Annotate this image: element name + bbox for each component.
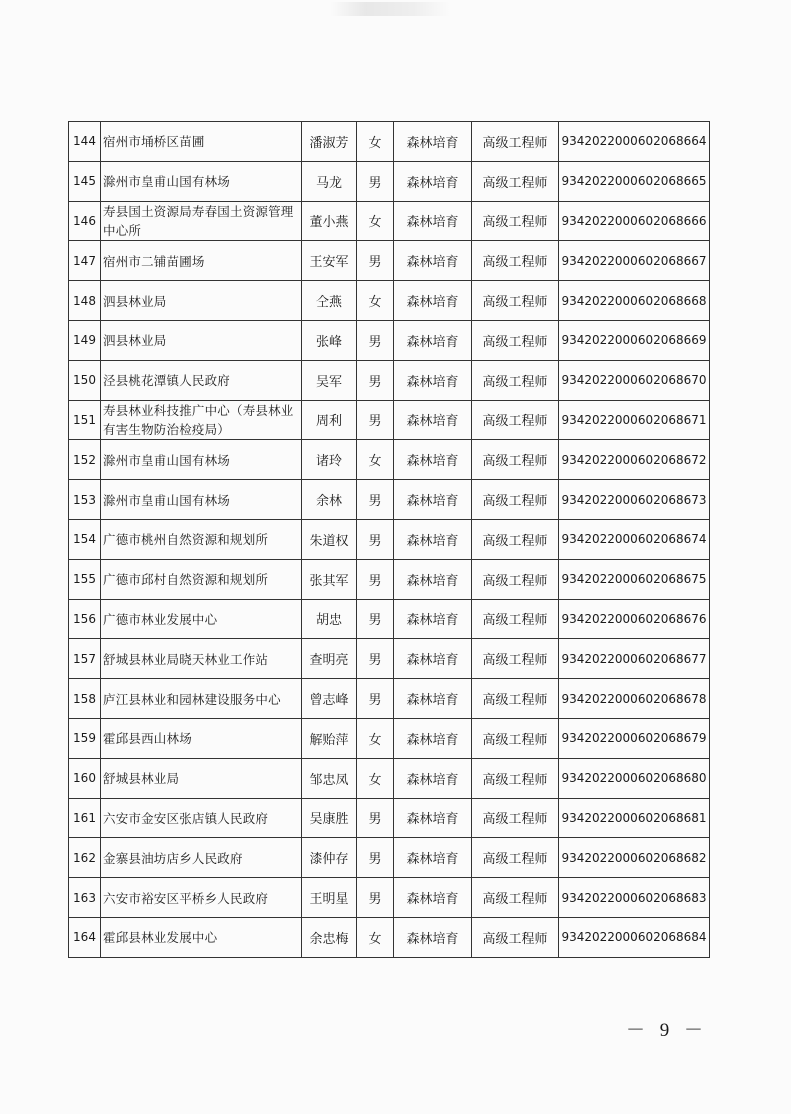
work-unit-cell: 滁州市皇甫山国有林场: [101, 161, 302, 201]
person-name-cell: 仝燕: [302, 281, 357, 321]
professional-title-cell: 高级工程师: [472, 201, 559, 241]
row-number-cell: 162: [69, 838, 101, 878]
gender-cell: 男: [357, 480, 394, 520]
specialty-cell: 森林培育: [394, 122, 472, 162]
gender-cell: 男: [357, 161, 394, 201]
person-name-cell: 董小燕: [302, 201, 357, 241]
page-number: － 9 －: [626, 1020, 709, 1041]
person-name-cell: 诸玲: [302, 440, 357, 480]
professional-title-cell: 高级工程师: [472, 480, 559, 520]
certificate-number-cell: 934202200060206867​5: [559, 559, 710, 599]
specialty-cell: 森林培育: [394, 320, 472, 360]
certificate-number-cell: 934202200060206867​2: [559, 440, 710, 480]
gender-cell: 男: [357, 400, 394, 440]
work-unit-cell: 泾县桃花潭镇人民政府: [101, 360, 302, 400]
professional-title-cell: 高级工程师: [472, 320, 559, 360]
person-name-cell: 张峰: [302, 320, 357, 360]
work-unit-cell: 泗县林业局: [101, 320, 302, 360]
specialty-cell: 森林培育: [394, 480, 472, 520]
work-unit-cell: 滁州市皇甫山国有林场: [101, 440, 302, 480]
work-unit-cell: 广德市桃州自然资源和规划所: [101, 519, 302, 559]
specialty-cell: 森林培育: [394, 440, 472, 480]
certificate-number-cell: 934202200060206867​7: [559, 639, 710, 679]
work-unit-cell: 霍邱县西山林场: [101, 718, 302, 758]
person-name-cell: 周利: [302, 400, 357, 440]
professional-title-cell: 高级工程师: [472, 122, 559, 162]
professional-title-cell: 高级工程师: [472, 241, 559, 281]
certificate-number-cell: 934202200060206868​4: [559, 917, 710, 957]
row-number-cell: 145: [69, 161, 101, 201]
certificate-number-cell: 934202200060206866​6: [559, 201, 710, 241]
row-number-cell: 163: [69, 878, 101, 918]
row-number-cell: 158: [69, 679, 101, 719]
row-number-cell: 160: [69, 758, 101, 798]
table-row: [69, 440, 710, 480]
table-row: [69, 917, 710, 957]
work-unit-cell: 庐江县林业和园林建设服务中心: [101, 679, 302, 719]
person-name-cell: 吴军: [302, 360, 357, 400]
gender-cell: 男: [357, 559, 394, 599]
row-number-cell: 146: [69, 201, 101, 241]
specialty-cell: 森林培育: [394, 798, 472, 838]
certificate-number-cell: 93420220006020686​64: [559, 122, 710, 162]
table-row: [69, 798, 710, 838]
work-unit-cell: 金寨县油坊店乡人民政府: [101, 838, 302, 878]
person-name-cell: 胡忠: [302, 599, 357, 639]
certificate-number-cell: 934202200060206866​9: [559, 320, 710, 360]
table-row: [69, 320, 710, 360]
table-row: [69, 281, 710, 321]
work-unit-cell: 寿县林业科技推广中心（寿县林业有害生物防治检疫局）: [101, 400, 302, 440]
work-unit-cell: 广德市邱村自然资源和规划所: [101, 559, 302, 599]
gender-cell: 女: [357, 758, 394, 798]
certificate-number-cell: 934202200060206867​8: [559, 679, 710, 719]
row-number-cell: 149: [69, 320, 101, 360]
row-number-cell: 148: [69, 281, 101, 321]
person-name-cell: 余林: [302, 480, 357, 520]
specialty-cell: 森林培育: [394, 161, 472, 201]
professional-title-cell: 高级工程师: [472, 639, 559, 679]
gender-cell: 男: [357, 519, 394, 559]
person-name-cell: 朱道权: [302, 519, 357, 559]
specialty-cell: 森林培育: [394, 838, 472, 878]
person-name-cell: 余忠梅: [302, 917, 357, 957]
specialty-cell: 森林培育: [394, 639, 472, 679]
professional-title-cell: 高级工程师: [472, 559, 559, 599]
row-number-cell: 155: [69, 559, 101, 599]
gender-cell: 女: [357, 718, 394, 758]
professional-title-cell: 高级工程师: [472, 519, 559, 559]
professional-title-cell: 高级工程师: [472, 758, 559, 798]
specialty-cell: 森林培育: [394, 718, 472, 758]
table-row: [69, 639, 710, 679]
table-row: [69, 718, 710, 758]
gender-cell: 女: [357, 917, 394, 957]
person-name-cell: 曾志峰: [302, 679, 357, 719]
professional-title-cell: 高级工程师: [472, 798, 559, 838]
row-number-cell: 152: [69, 440, 101, 480]
work-unit-cell: 宿州市二铺苗圃场: [101, 241, 302, 281]
person-name-cell: 马龙: [302, 161, 357, 201]
personnel-table: [68, 121, 710, 958]
work-unit-cell: 宿州市埇桥区苗圃: [101, 122, 302, 162]
specialty-cell: 森林培育: [394, 758, 472, 798]
gender-cell: 女: [357, 281, 394, 321]
work-unit-cell: 舒城县林业局晓天林业工作站: [101, 639, 302, 679]
gender-cell: 女: [357, 122, 394, 162]
gender-cell: 女: [357, 201, 394, 241]
certificate-number-cell: 934202200060206866​5: [559, 161, 710, 201]
certificate-number-cell: 934202200060206867​4: [559, 519, 710, 559]
professional-title-cell: 高级工程师: [472, 400, 559, 440]
person-name-cell: 吴康胜: [302, 798, 357, 838]
table-row: [69, 519, 710, 559]
gender-cell: 男: [357, 360, 394, 400]
scan-artifact: [330, 2, 450, 16]
row-number-cell: 154: [69, 519, 101, 559]
professional-title-cell: 高级工程师: [472, 679, 559, 719]
certificate-number-cell: 934202200060206868​3: [559, 878, 710, 918]
row-number-cell: 151: [69, 400, 101, 440]
specialty-cell: 森林培育: [394, 400, 472, 440]
certificate-number-cell: 934202200060206867​0: [559, 360, 710, 400]
person-name-cell: 王安军: [302, 241, 357, 281]
person-name-cell: 查明亮: [302, 639, 357, 679]
professional-title-cell: 高级工程师: [472, 599, 559, 639]
work-unit-cell: 广德市林业发展中心: [101, 599, 302, 639]
person-name-cell: 邹忠凤: [302, 758, 357, 798]
work-unit-cell: 六安市金安区张店镇人民政府: [101, 798, 302, 838]
certificate-number-cell: 934202200060206866​8: [559, 281, 710, 321]
certificate-number-cell: 934202200060206868​2: [559, 838, 710, 878]
row-number-cell: 157: [69, 639, 101, 679]
certificate-number-cell: 934202200060206868​1: [559, 798, 710, 838]
specialty-cell: 森林培育: [394, 519, 472, 559]
row-number-cell: 161: [69, 798, 101, 838]
table-row: [69, 122, 710, 162]
gender-cell: 男: [357, 320, 394, 360]
certificate-number-cell: 934202200060206868​0: [559, 758, 710, 798]
table-row: [69, 241, 710, 281]
specialty-cell: 森林培育: [394, 679, 472, 719]
person-name-cell: 解贻萍: [302, 718, 357, 758]
row-number-cell: 150: [69, 360, 101, 400]
row-number-cell: 147: [69, 241, 101, 281]
table-row: [69, 559, 710, 599]
person-name-cell: 潘淑芳: [302, 122, 357, 162]
gender-cell: 男: [357, 838, 394, 878]
table-row: [69, 360, 710, 400]
gender-cell: 男: [357, 679, 394, 719]
row-number-cell: 153: [69, 480, 101, 520]
table-row: [69, 838, 710, 878]
table-row: [69, 599, 710, 639]
work-unit-cell: 泗县林业局: [101, 281, 302, 321]
work-unit-cell: 舒城县林业局: [101, 758, 302, 798]
certificate-number-cell: 934202200060206866​7: [559, 241, 710, 281]
specialty-cell: 森林培育: [394, 360, 472, 400]
work-unit-cell: 寿县国土资源局寿春国土资源管理中心所: [101, 201, 302, 241]
table-row: [69, 679, 710, 719]
row-number-cell: 156: [69, 599, 101, 639]
table-row: [69, 161, 710, 201]
person-name-cell: 漆仲存: [302, 838, 357, 878]
specialty-cell: 森林培育: [394, 878, 472, 918]
certificate-number-cell: 934202200060206867​9: [559, 718, 710, 758]
table-row: [69, 878, 710, 918]
specialty-cell: 森林培育: [394, 281, 472, 321]
professional-title-cell: 高级工程师: [472, 838, 559, 878]
professional-title-cell: 高级工程师: [472, 161, 559, 201]
work-unit-cell: 滁州市皇甫山国有林场: [101, 480, 302, 520]
certificate-number-cell: 934202200060206867​3: [559, 480, 710, 520]
professional-title-cell: 高级工程师: [472, 360, 559, 400]
specialty-cell: 森林培育: [394, 201, 472, 241]
table-row: [69, 480, 710, 520]
specialty-cell: 森林培育: [394, 559, 472, 599]
gender-cell: 男: [357, 878, 394, 918]
person-name-cell: 王明星: [302, 878, 357, 918]
table-row: [69, 400, 710, 440]
professional-title-cell: 高级工程师: [472, 281, 559, 321]
row-number-cell: 164: [69, 917, 101, 957]
specialty-cell: 森林培育: [394, 599, 472, 639]
specialty-cell: 森林培育: [394, 917, 472, 957]
table-row: [69, 201, 710, 241]
work-unit-cell: 霍邱县林业发展中心: [101, 917, 302, 957]
gender-cell: 男: [357, 599, 394, 639]
professional-title-cell: 高级工程师: [472, 878, 559, 918]
professional-title-cell: 高级工程师: [472, 917, 559, 957]
table-body: [69, 122, 710, 958]
gender-cell: 男: [357, 798, 394, 838]
gender-cell: 女: [357, 440, 394, 480]
gender-cell: 男: [357, 639, 394, 679]
specialty-cell: 森林培育: [394, 241, 472, 281]
certificate-number-cell: 934202200060206867​6: [559, 599, 710, 639]
certificate-number-cell: 934202200060206867​1: [559, 400, 710, 440]
row-number-cell: 159: [69, 718, 101, 758]
gender-cell: 男: [357, 241, 394, 281]
work-unit-cell: 六安市裕安区平桥乡人民政府: [101, 878, 302, 918]
table-row: [69, 758, 710, 798]
row-number-cell: 144: [69, 122, 101, 162]
professional-title-cell: 高级工程师: [472, 718, 559, 758]
person-name-cell: 张其军: [302, 559, 357, 599]
professional-title-cell: 高级工程师: [472, 440, 559, 480]
